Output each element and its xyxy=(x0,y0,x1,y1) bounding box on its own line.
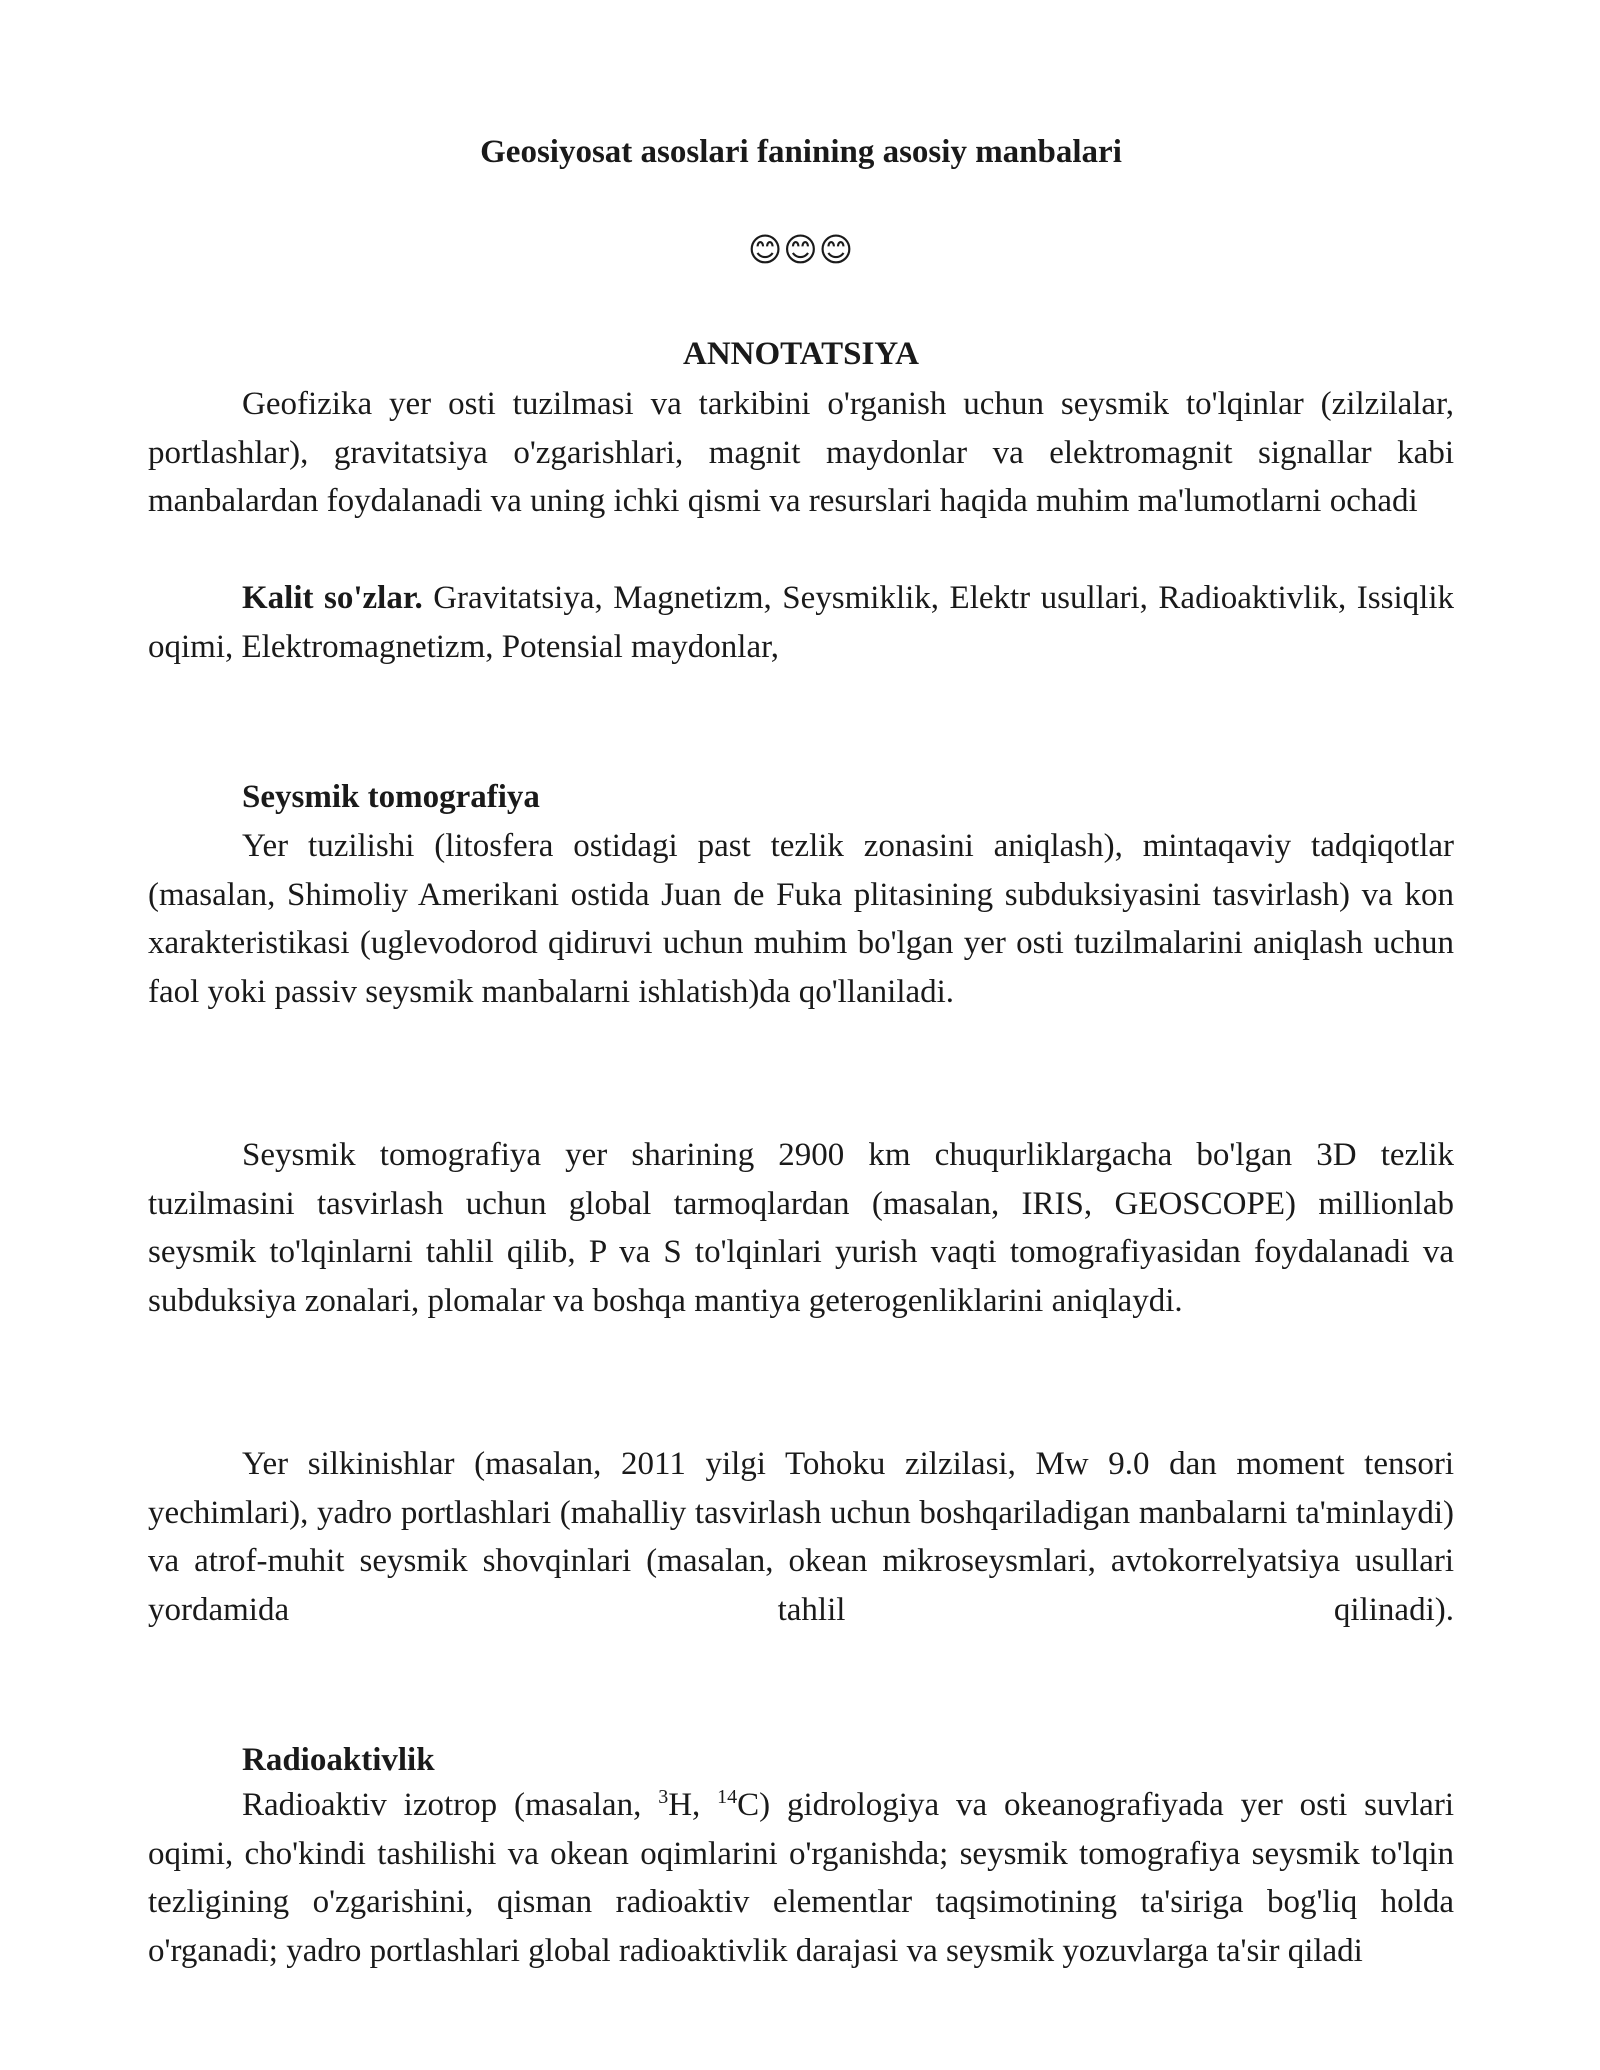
seismic-heading: Seysmik tomografiya xyxy=(242,779,540,815)
annotation-heading: ANNOTATSIYA xyxy=(683,336,919,372)
seismic-paragraph-2 xyxy=(148,1131,1454,1325)
seismic-paragraph-1-text: Yer tuzilishi (litosfera ostidagi past tezlik zonasini aniqlash), mintaqaviy tadqiqotlar (masalan, Shimoliy Amerikani ostida Juan de Fuka plitasining subduksiyasini tasvirlash) va kon xarakteristikasi (uglevodorod qidiruvi uchun muhim bo'lgan yer osti tuzilmalarini aniqlash uchun faol yoki passiv seysmik manbalarni ishlatish)da qo'llaniladi. xyxy=(148,828,1454,1010)
smiley-icons: 😊😊😊 xyxy=(747,230,855,269)
radioactivity-heading: Radioaktivlik xyxy=(242,1742,435,1778)
superscript-3: 3 xyxy=(658,1786,669,1808)
annotation-paragraph xyxy=(148,380,1454,526)
seismic-paragraph-2-text: Seysmik tomografiya yer sharining 2900 km chuqurliklargacha bo'lgan 3D tezlik tuzilmasini tasvirlash uchun global tarmoqlardan (masalan, IRIS, GEOSCOPE) millionlab seysmik to'lqinlarni tahlil qilib, P va S to'lqinlari yurish vaqti tomografiyasidan foydalanadi va subduksiya zonalari, plomalar va boshqa mantiya geterogenliklarini aniqlaydi. xyxy=(148,1137,1454,1319)
superscript-14: 14 xyxy=(717,1786,738,1808)
keywords-text: Gravitatsiya, Magnetizm, Seysmiklik, Elektr usullari, Radioaktivlik, Issiqlik oqimi, Elektromagnetizm, Potensial maydonlar, xyxy=(148,580,1454,665)
seismic-paragraph-3 xyxy=(148,1440,1454,1634)
keywords-paragraph xyxy=(148,574,1454,671)
radio-text-part-3: C) gidrologiya va okeanografiyada yer osti suvlari oqimi, cho'kindi tashilishi va okean oqimlarini o'rganishda; seysmik tomografiya seysmik to'lqin tezligining o'zgarishini, qisman radioaktiv elementlar taqsimotining ta'siriga bog'liq holda o'rganadi; yadro portlashlari global radioaktivlik darajasi va seysmik yozuvlarga ta'sir qiladi xyxy=(148,1787,1454,1969)
radio-text-part-2: H, xyxy=(668,1787,718,1823)
annotation-text: Geofizika yer osti tuzilmasi va tarkibini o'rganish uchun seysmik to'lqinlar (zilzilalar, portlashlar), gravitatsiya o'zgarishlari, magnit maydonlar va elektromagnit signallar kabi manbalardan foydalanadi va uning ichki qismi va resurslari haqida muhim ma'lumotlarni ochadi xyxy=(148,386,1454,520)
seismic-paragraph-1 xyxy=(148,822,1454,1016)
radioactivity-paragraph xyxy=(148,1781,1454,1975)
radio-text-part-1: Radioaktiv izotrop (masalan, xyxy=(242,1787,659,1823)
seismic-paragraph-3-text: Yer silkinishlar (masalan, 2011 yilgi Tohoku zilzilasi, Mw 9.0 dan moment tensori yechimlari), yadro portlashlari (mahalliy tasvirlash uchun boshqariladigan manbalarni ta'minlaydi) va atrof-muhit seysmik shovqinlari (masalan, okean mikroseysmlari, avtokorrelyatsiya usullari yordamida tahlil qilinadi). xyxy=(148,1446,1454,1628)
document-title: Geosiyosat asoslari fanining asosiy manbalari xyxy=(480,134,1122,170)
keywords-label: Kalit so'zlar. xyxy=(242,580,423,616)
